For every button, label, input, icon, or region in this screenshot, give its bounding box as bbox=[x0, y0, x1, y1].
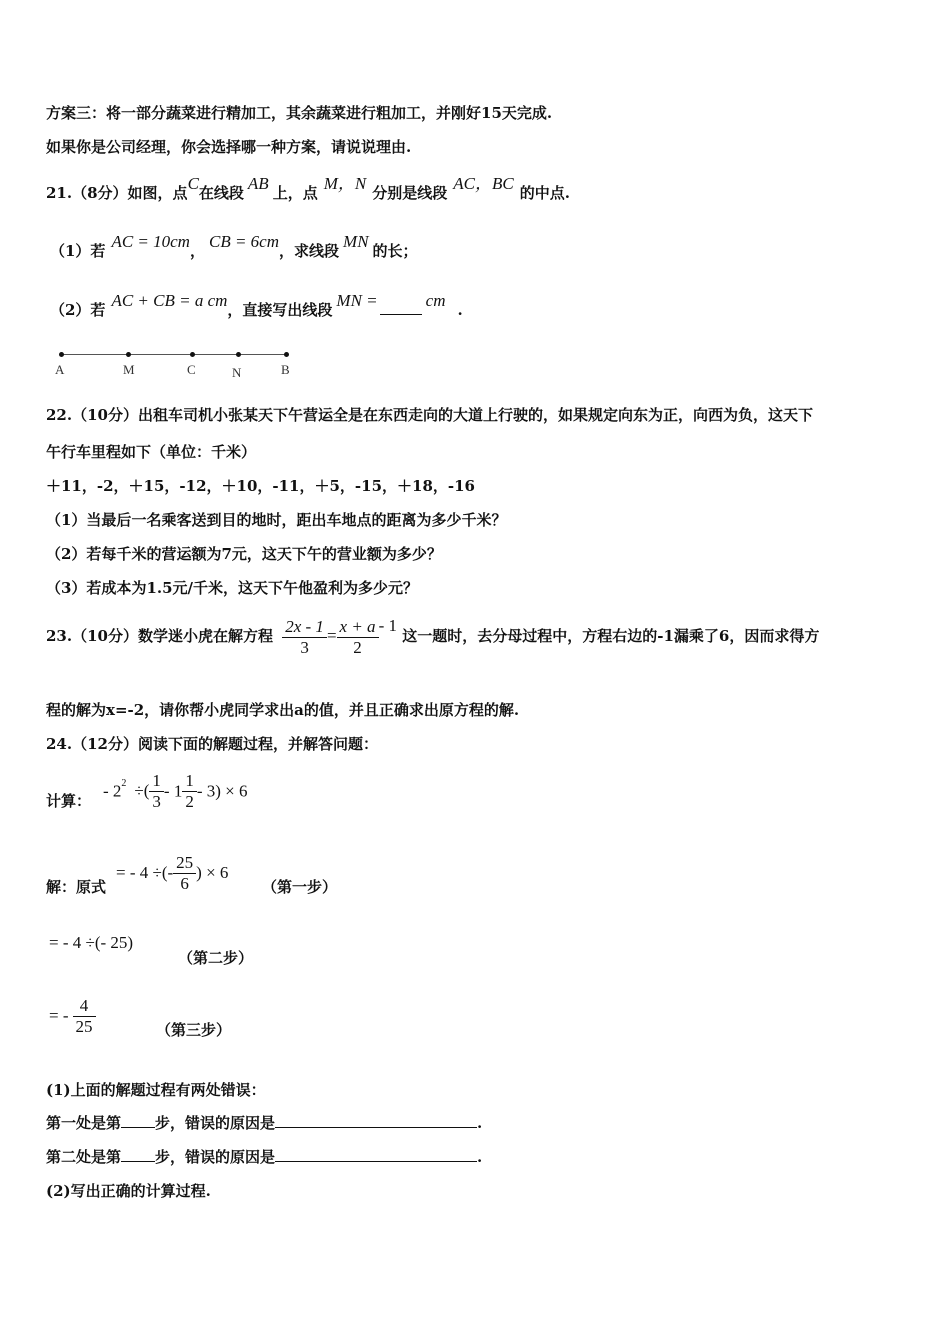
q24-f1-numerator: 1 bbox=[149, 771, 164, 792]
q24-step1-pre: = - 4 ÷(- bbox=[116, 863, 174, 882]
q21-part1-mn: MN bbox=[343, 232, 369, 251]
q21-text-2: 在线段 bbox=[198, 184, 244, 202]
q23-f1-numerator: 2x - 1 bbox=[282, 617, 327, 638]
point-n-dot bbox=[236, 352, 241, 357]
diagram-label-m: M bbox=[123, 362, 135, 377]
q21-part1-eq1: AC = 10cm bbox=[111, 232, 190, 251]
q21-part1-end: 的长； bbox=[372, 242, 418, 260]
manager-question-line: 如果你是公司经理，你会选择哪一种方案，请说说理由. bbox=[46, 138, 412, 156]
q21-part1-text: ，求线段 bbox=[279, 242, 340, 260]
q24-step1-end: ) × 6 bbox=[196, 863, 229, 882]
q23-f2-denominator: 2 bbox=[353, 637, 362, 657]
q24-question2: (2)写出正确的计算过程. bbox=[46, 1182, 211, 1200]
q21-answer-blank[interactable] bbox=[380, 314, 422, 315]
q24-error2-text-c: . bbox=[477, 1148, 483, 1166]
q24-error1-step-blank[interactable] bbox=[121, 1127, 155, 1128]
segment-ab-label: AB bbox=[247, 174, 269, 193]
q21-part1-eq2: CB = 6cm bbox=[208, 232, 280, 251]
q23-text-1: 23.（10分）数学迷小虎在解方程 bbox=[46, 627, 273, 645]
q24-f1-denominator: 3 bbox=[152, 792, 161, 812]
q24-error1-text-a: 第一处是第 bbox=[46, 1114, 122, 1132]
q24-step1-denominator: 6 bbox=[180, 874, 189, 893]
q21-part1-comma: ， bbox=[189, 242, 205, 260]
q24-f2-numerator: 1 bbox=[182, 771, 197, 792]
q23-equals: = bbox=[326, 626, 337, 645]
q24-step3-fraction bbox=[73, 996, 96, 1037]
q24-step2-tag: （第二步） bbox=[178, 949, 254, 967]
points-mn-label: M，N bbox=[323, 174, 367, 193]
q24-step1-tag: （第一步） bbox=[262, 878, 338, 896]
q22-part3: （3）若成本为1.5元/千米，这天下午他盈利为多少元？ bbox=[46, 579, 419, 597]
q24-calc-expression bbox=[103, 766, 248, 813]
diagram-label-b: B bbox=[281, 362, 290, 377]
q21-number: 21. bbox=[46, 184, 73, 202]
q21-part1 bbox=[50, 232, 418, 261]
q23-fraction-right bbox=[337, 617, 379, 658]
q24-error2-text-a: 第二处是第 bbox=[46, 1148, 122, 1166]
point-c-dot bbox=[190, 352, 195, 357]
q24-error2-reason-blank[interactable] bbox=[275, 1161, 477, 1162]
q24-step3-expression bbox=[49, 994, 96, 1038]
q24-step3-denominator: 25 bbox=[75, 1017, 93, 1036]
segments-ac-bc-label: AC，BC bbox=[453, 174, 514, 193]
diagram-label-c: C bbox=[187, 362, 196, 377]
q24-header: 24.（12分）阅读下面的解题过程，并解答问题： bbox=[46, 735, 378, 753]
q23-text-2: 这一题时，去分母过程中，方程右边的-1漏乘了6，因而求得方 bbox=[402, 627, 820, 645]
q24-step3-pre: = - bbox=[49, 1006, 69, 1025]
q24-error2-text-b: 步，错误的原因是 bbox=[155, 1148, 276, 1166]
q21-part2-eq: AC + CB = a cm bbox=[111, 291, 228, 310]
q24-step3-numerator: 4 bbox=[73, 996, 96, 1017]
q24-question1: (1)上面的解题过程有两处错误： bbox=[46, 1081, 266, 1099]
q24-calc-fraction-2 bbox=[182, 771, 197, 812]
q22-part1: （1）当最后一名乘客送到目的地时，距出车地点的距离为多少千米？ bbox=[46, 511, 507, 529]
q21-text-3: 上，点 bbox=[272, 184, 318, 202]
q21-part2-mn: MN = bbox=[336, 291, 378, 310]
q21-part2-label: （2）若 bbox=[50, 301, 106, 319]
q24-step1-expression bbox=[116, 851, 228, 895]
point-c-label: C bbox=[187, 174, 199, 193]
q23-minus-one: - 1 bbox=[378, 616, 397, 635]
q24-calc-end: - 3) × 6 bbox=[196, 781, 248, 801]
q24-step2-expression: = - 4 ÷(- 25) bbox=[49, 933, 134, 952]
q21-score: （8分） bbox=[72, 184, 128, 202]
q23-f1-denominator: 3 bbox=[300, 637, 309, 657]
q22-stem-line1: 22.（10分）出租车司机小张某天下午营运全是在东西走向的大道上行驶的，如果规定向东为正，向西为负，这天下 bbox=[46, 406, 813, 424]
q24-calc-exponent: 2 bbox=[121, 778, 127, 789]
q21-part1-label: （1）若 bbox=[50, 242, 106, 260]
q24-calc-minus-two: - 2 bbox=[103, 781, 122, 801]
q24-step3-tag: （第三步） bbox=[156, 1021, 232, 1039]
q21-text-5: 的中点. bbox=[519, 184, 570, 202]
q23-stem bbox=[46, 613, 819, 659]
q24-error1-text-b: 步，错误的原因是 bbox=[155, 1114, 276, 1132]
q24-error1-reason-blank[interactable] bbox=[275, 1127, 477, 1128]
q23-f2-numerator: x + a bbox=[337, 617, 379, 638]
q24-calc-label: 计算： bbox=[46, 792, 92, 810]
q21-part2-cm: cm bbox=[425, 291, 446, 310]
plan-three-line: 方案三：将一部分蔬菜进行精加工，其余蔬菜进行粗加工，并刚好15天完成. bbox=[46, 104, 553, 122]
q22-part2: （2）若每千米的营运额为7元，这天下午的营业额为多少？ bbox=[46, 545, 442, 563]
q24-calc-fraction-1 bbox=[149, 771, 164, 812]
q23-line2: 程的解为x=-2，请你帮小虎同学求出a的值，并且正确求出原方程的解. bbox=[46, 701, 520, 719]
point-a-dot bbox=[59, 352, 64, 357]
q24-error1-text-c: . bbox=[477, 1114, 483, 1132]
point-m-dot bbox=[126, 352, 131, 357]
q24-error1-line bbox=[46, 1113, 482, 1133]
q21-stem bbox=[46, 174, 570, 203]
q24-calc-div: ÷( bbox=[134, 781, 150, 801]
q24-error2-line bbox=[46, 1147, 482, 1167]
q24-f2-denominator: 2 bbox=[185, 792, 194, 812]
q21-part2-end: . bbox=[457, 301, 463, 319]
q21-text-4: 分别是线段 bbox=[372, 184, 448, 202]
q21-text-1: 如图，点 bbox=[127, 184, 188, 202]
q22-mileage-values: ＋11，-2，＋15，-12，＋10，-11，＋5，-15，＋18，-16 bbox=[46, 477, 475, 495]
q24-error2-step-blank[interactable] bbox=[121, 1161, 155, 1162]
q23-fraction-left bbox=[282, 617, 327, 658]
segment-line bbox=[61, 354, 287, 355]
q21-part2-text: ，直接写出线段 bbox=[227, 301, 333, 319]
q24-step1-fraction bbox=[173, 853, 196, 894]
q22-stem-line2: 午行车里程如下（单位：千米） bbox=[46, 443, 257, 461]
q24-solution-label: 解：原式 bbox=[46, 878, 107, 896]
diagram-label-a: A bbox=[55, 362, 65, 377]
diagram-label-n: N bbox=[232, 365, 242, 380]
q21-part2 bbox=[50, 291, 463, 320]
q24-step1-numerator: 25 bbox=[173, 853, 196, 874]
point-b-dot bbox=[284, 352, 289, 357]
q24-calc-minus-one: - 1 bbox=[163, 781, 183, 801]
